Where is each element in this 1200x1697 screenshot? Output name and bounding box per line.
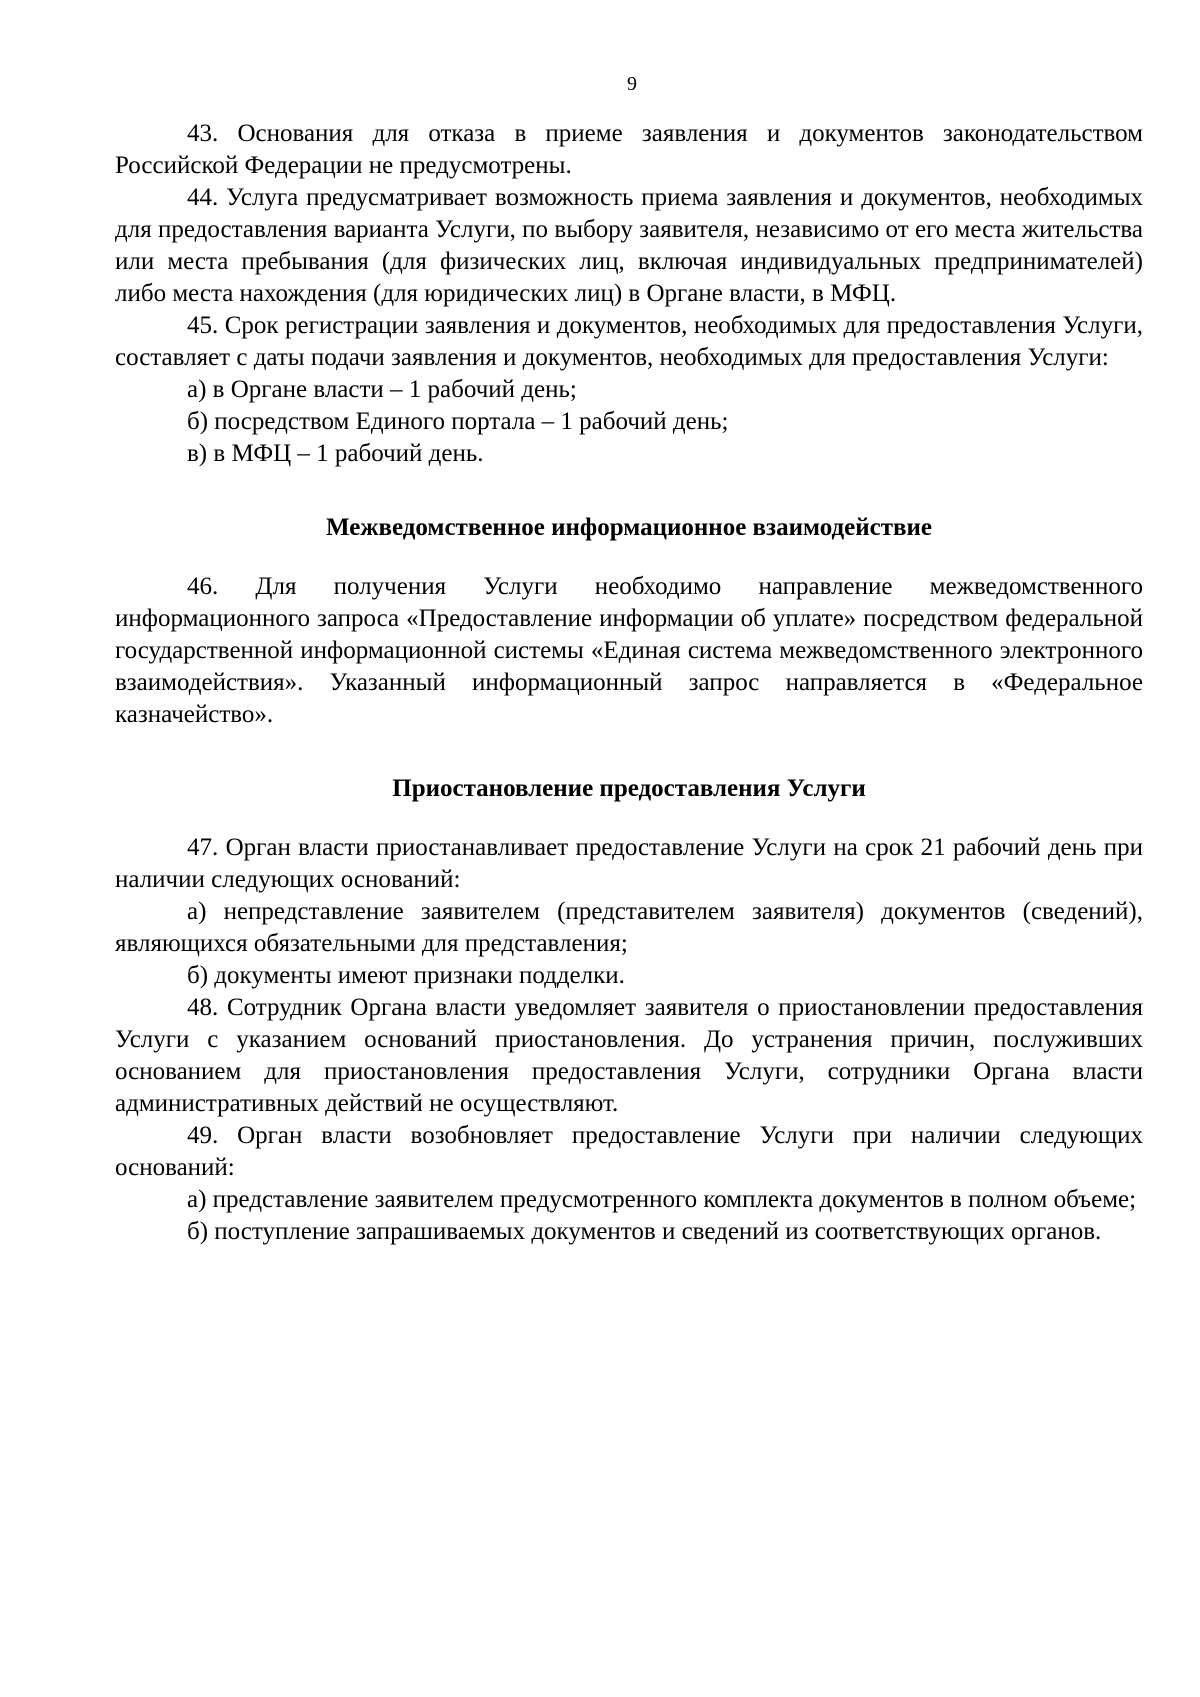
paragraph-43 xyxy=(115,118,1143,182)
paragraph-46 xyxy=(115,571,1143,731)
paragraph-number: 43. xyxy=(187,120,219,147)
list-item-45a xyxy=(115,374,1143,406)
list-marker: б) xyxy=(187,408,209,435)
paragraph-44 xyxy=(115,182,1143,310)
paragraph-text: Услуга предусматривает возможность приема заявления и документов, необходимых для предоставления варианта Услуги, по выбору заявителя, независимо от его места жительства или места пребывания (для физических лиц, включая индивидуальных предпринимателей) либо места нахождения (для юридических лиц) в Органе власти, в МФЦ. xyxy=(115,184,1144,307)
paragraph-47 xyxy=(115,832,1143,896)
list-item-text: поступление запрашиваемых документов и сведений из соответствующих органов. xyxy=(214,1218,1102,1245)
paragraph-number: 44. xyxy=(187,184,219,211)
paragraph-48 xyxy=(115,992,1143,1120)
list-item-text: представление заявителем предусмотренного комплекта документов в полном объеме; xyxy=(212,1186,1137,1213)
paragraph-45 xyxy=(115,310,1143,374)
list-item-text: документы имеют признаки подделки. xyxy=(214,962,625,989)
paragraph-number: 49. xyxy=(187,1122,219,1149)
list-marker: а) xyxy=(187,898,207,925)
paragraph-text: Орган власти приостанавливает предоставление Услуги на срок 21 рабочий день при наличии следующих оснований: xyxy=(115,834,1144,893)
list-marker: б) xyxy=(187,962,209,989)
document-body xyxy=(115,118,1143,1248)
list-item-47a xyxy=(115,896,1143,960)
list-item-45b xyxy=(115,406,1143,438)
paragraph-text: Сотрудник Органа власти уведомляет заявителя о приостановлении предоставления Услуги с указанием оснований приостановления. До устранения причин, послуживших основанием для приостановления предоставления Услуги, сотрудники Органа власти административных действий не осуществляют. xyxy=(115,994,1144,1117)
paragraph-text: Для получения Услуги необходимо направление межведомственного информационного запроса «Предоставление информации об уплате» посредством федеральной государственной информационной системы «Единая система межведомственного электронного взаимодействия». Указанный информационный запрос направляется в «Федеральное казначейство». xyxy=(115,573,1144,728)
paragraph-49 xyxy=(115,1120,1143,1184)
list-marker: в) xyxy=(187,440,208,467)
list-item-text: в Органе власти – 1 рабочий день; xyxy=(212,376,577,403)
paragraph-text: Орган власти возобновляет предоставление Услуги при наличии следующих оснований: xyxy=(115,1122,1143,1181)
list-item-text: непредставление заявителем (представителем заявителя) документов (сведений), являющихся обязательными для представления; xyxy=(115,898,1144,957)
list-item-49a xyxy=(115,1184,1143,1216)
list-item-text: посредством Единого портала – 1 рабочий день; xyxy=(214,408,729,435)
list-item-45c xyxy=(115,438,1143,470)
paragraph-number: 47. xyxy=(187,834,219,861)
list-marker: а) xyxy=(187,1186,207,1213)
paragraph-number: 46. xyxy=(187,573,219,600)
list-marker: а) xyxy=(187,376,207,403)
section-heading-interagency: Межведомственное информационное взаимодействие xyxy=(326,514,932,541)
list-item-47b xyxy=(115,960,1143,992)
paragraph-text: Срок регистрации заявления и документов, необходимых для предоставления Услуги, составляет с даты подачи заявления и документов, необходимых для предоставления Услуги: xyxy=(115,312,1143,371)
section-heading-suspension: Приостановление предоставления Услуги xyxy=(392,775,866,802)
paragraph-number: 45. xyxy=(187,312,219,339)
list-item-text: в МФЦ – 1 рабочий день. xyxy=(213,440,484,467)
paragraph-text: Основания для отказа в приеме заявления и документов законодательством Российской Федерации не предусмотрены. xyxy=(115,120,1144,179)
list-item-49b xyxy=(115,1216,1143,1248)
page-number: 9 xyxy=(627,73,637,95)
paragraph-number: 48. xyxy=(187,994,219,1021)
list-marker: б) xyxy=(187,1218,209,1245)
